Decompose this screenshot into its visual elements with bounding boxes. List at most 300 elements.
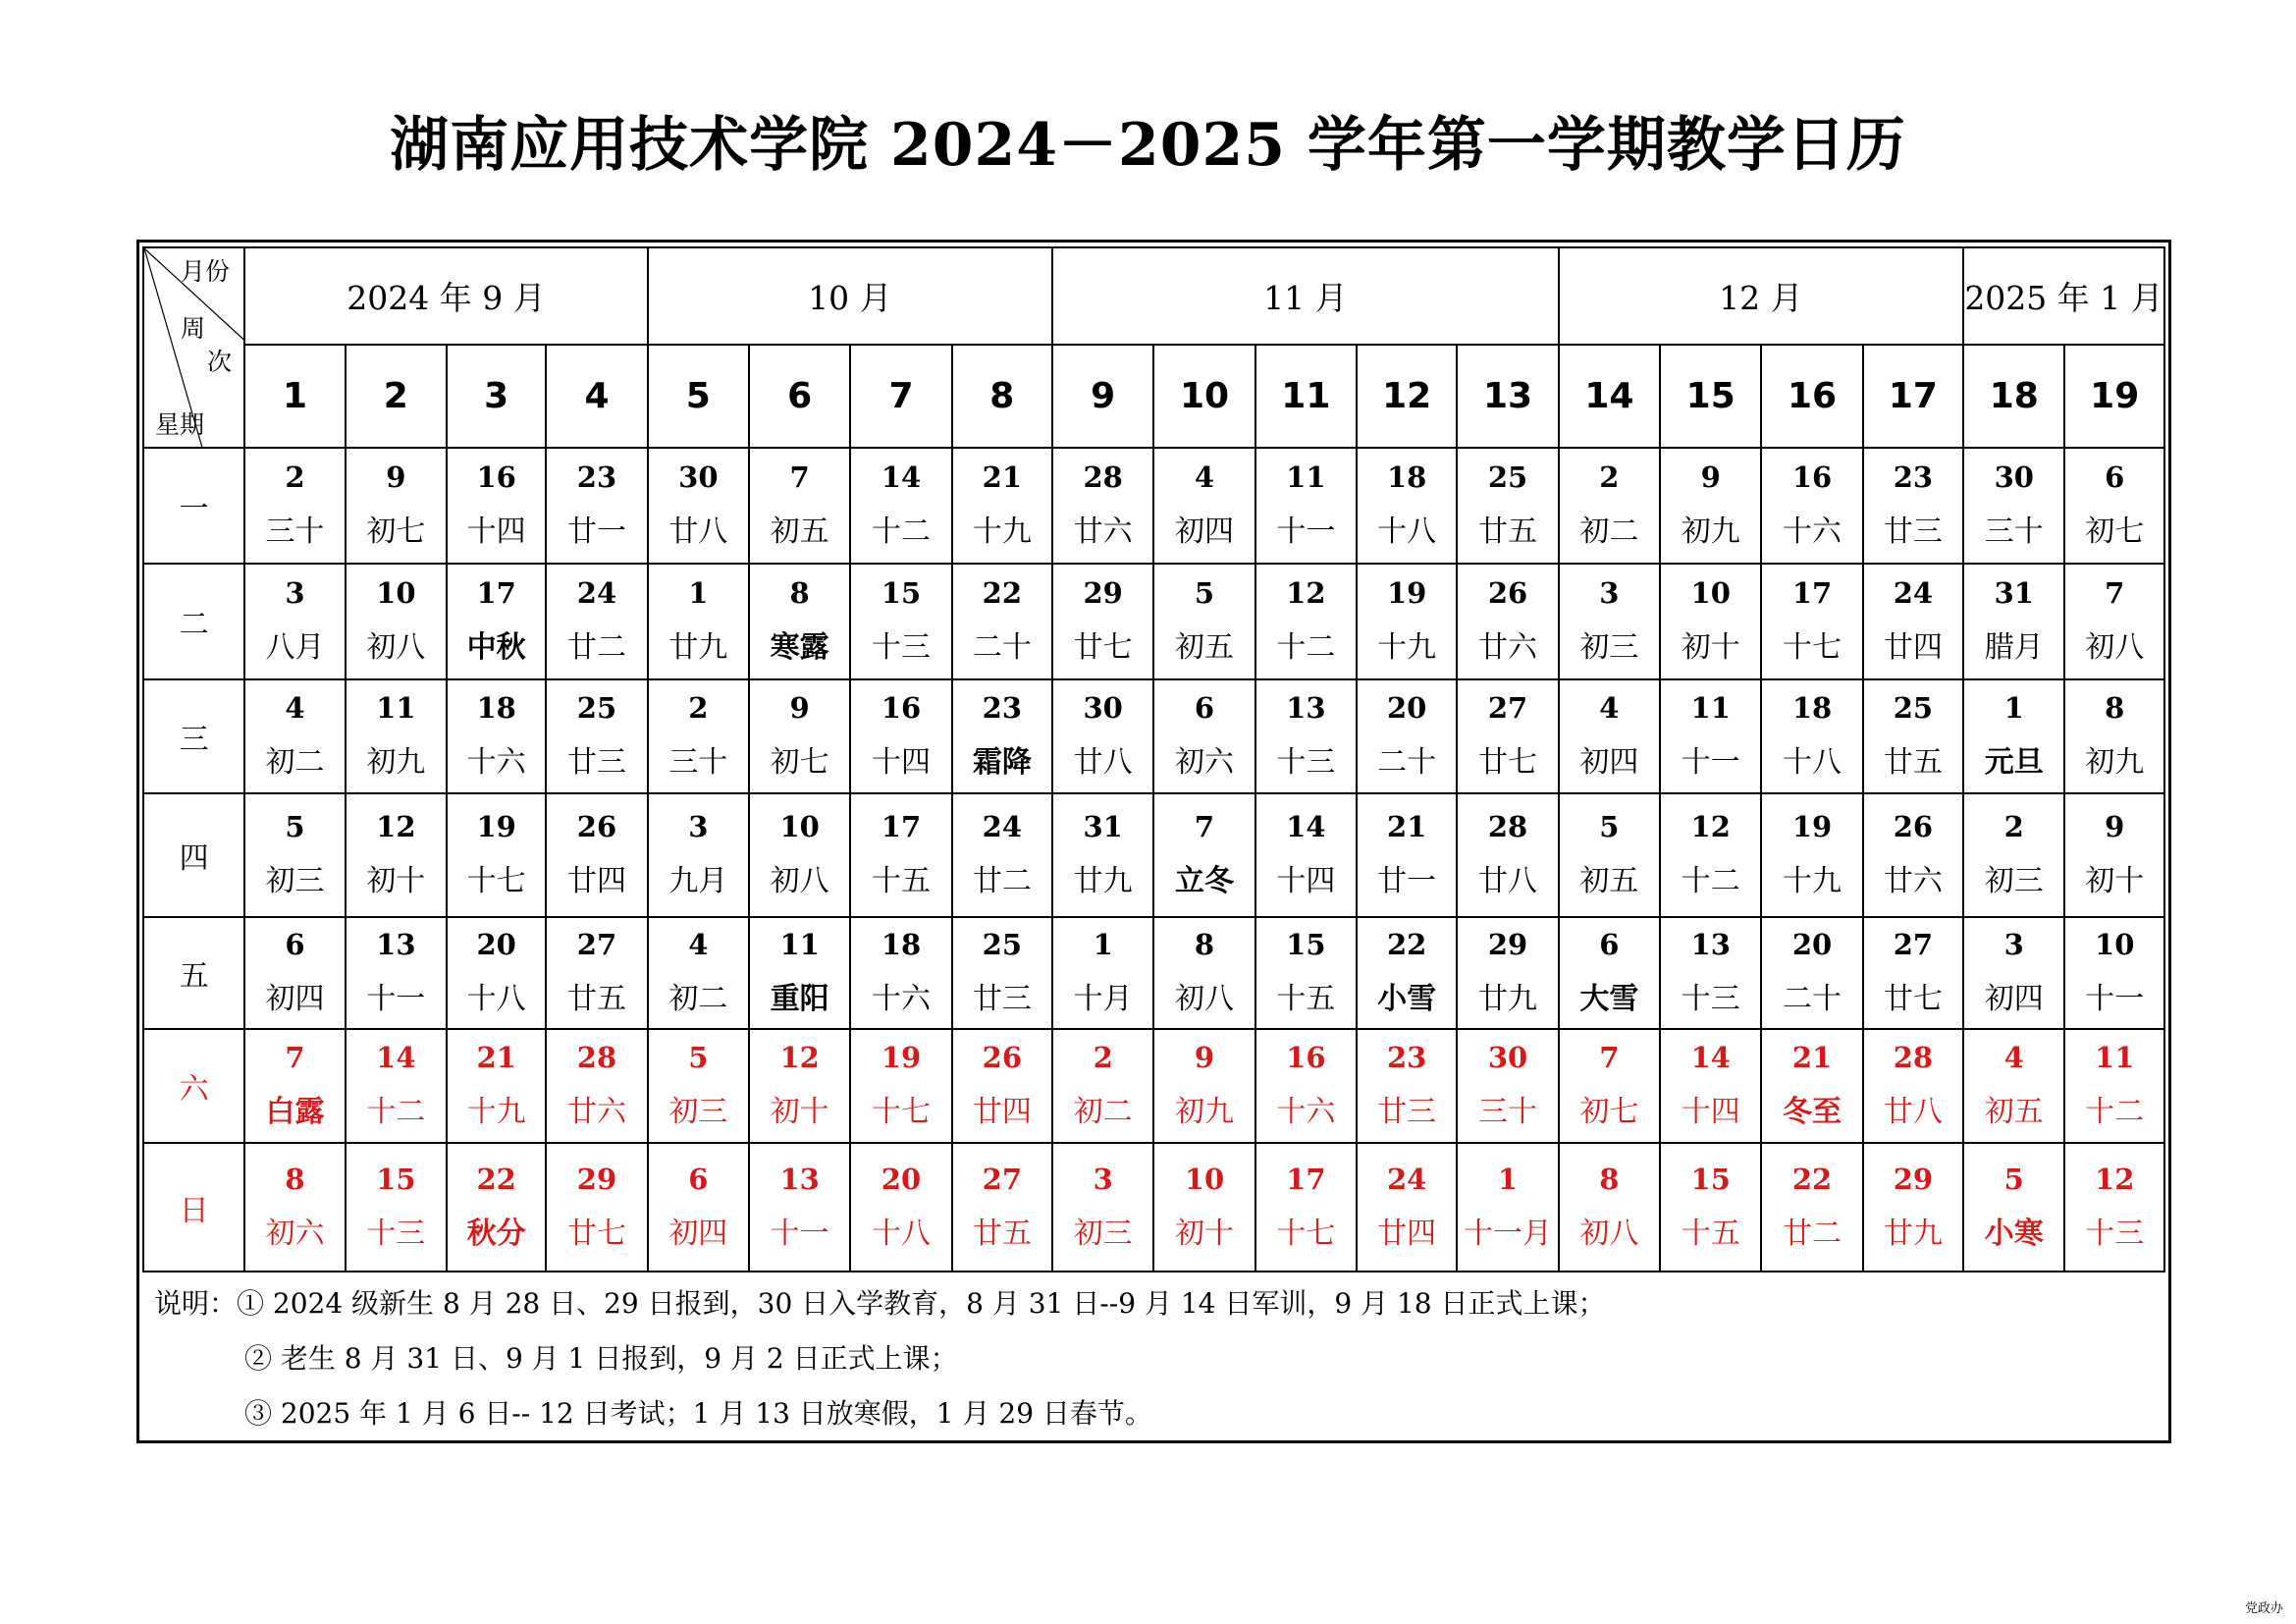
- date-number: 28: [1893, 1041, 1934, 1074]
- date-cell: [1559, 793, 1660, 917]
- date-number: 5: [2003, 1162, 2024, 1196]
- date-number: 1: [1497, 1162, 1519, 1196]
- corner-month-label: 月份: [181, 257, 231, 286]
- date-cell: [447, 564, 546, 679]
- date-cell: [1153, 679, 1255, 793]
- date-number: 11: [779, 928, 820, 961]
- lunar-date: 初三: [1579, 630, 1639, 665]
- date-cell: [346, 679, 447, 793]
- day-row: [143, 1029, 2164, 1143]
- lunar-date: 廿二: [972, 864, 1032, 898]
- week-number: 9: [1052, 345, 1153, 448]
- lunar-date: 廿三: [1883, 514, 1943, 549]
- date-number: 8: [2105, 691, 2125, 725]
- lunar-date: 初三: [1984, 864, 2044, 898]
- date-cell: [1052, 1143, 1153, 1272]
- lunar-date: 廿三: [972, 982, 1032, 1016]
- date-cell: [546, 1143, 647, 1272]
- lunar-date: 十三: [2085, 1216, 2145, 1251]
- date-number: 4: [1194, 460, 1215, 494]
- date-cell: [244, 448, 345, 564]
- date-cell: [546, 679, 647, 793]
- day-name: 四: [143, 793, 244, 917]
- date-number: 11: [1690, 691, 1731, 725]
- date-cell: [1457, 1143, 1558, 1272]
- date-cell: [648, 564, 749, 679]
- lunar-date: 廿四: [972, 1095, 1032, 1129]
- week-number-row: [143, 345, 2164, 448]
- date-number: 22: [476, 1162, 516, 1196]
- date-cell: [648, 793, 749, 917]
- lunar-date: 廿四: [1883, 630, 1943, 665]
- lunar-date: 初二: [1579, 514, 1639, 549]
- date-cell: [952, 1143, 1052, 1272]
- date-cell: [244, 1143, 345, 1272]
- lunar-date: 八月: [265, 630, 325, 665]
- date-cell: [1963, 917, 2064, 1029]
- date-cell: [1761, 917, 1862, 1029]
- week-number: 7: [850, 345, 951, 448]
- lunar-date: 初二: [265, 745, 325, 780]
- date-number: 12: [2095, 1162, 2135, 1196]
- lunar-date: 十三: [1276, 745, 1336, 780]
- date-number: 17: [1286, 1162, 1326, 1196]
- date-number: 24: [982, 810, 1022, 843]
- date-number: 27: [982, 1162, 1022, 1196]
- date-cell: [1457, 679, 1558, 793]
- lunar-date: 十五: [1681, 1216, 1740, 1251]
- date-number: 24: [1386, 1162, 1427, 1196]
- week-number: 14: [1559, 345, 1660, 448]
- date-number: 10: [779, 810, 820, 843]
- date-number: 10: [1690, 576, 1731, 610]
- date-cell: [1761, 793, 1862, 917]
- lunar-date: 初二: [1073, 1095, 1133, 1129]
- date-cell: [1357, 448, 1457, 564]
- date-cell: [2064, 1029, 2164, 1143]
- lunar-date: 十四: [1681, 1095, 1740, 1129]
- lunar-date: 初五: [1175, 630, 1234, 665]
- date-cell: [1761, 448, 1862, 564]
- date-cell: [2064, 917, 2164, 1029]
- date-cell: [850, 448, 951, 564]
- lunar-date: 十六: [466, 745, 526, 780]
- date-number: 29: [1893, 1162, 1934, 1196]
- date-cell: [952, 564, 1052, 679]
- date-cell: [1357, 564, 1457, 679]
- date-cell: [749, 564, 850, 679]
- date-number: 16: [1286, 1041, 1326, 1074]
- date-cell: [2064, 564, 2164, 679]
- date-cell: [447, 917, 546, 1029]
- date-number: 26: [1893, 810, 1934, 843]
- day-name: 六: [143, 1029, 244, 1143]
- date-cell: [346, 793, 447, 917]
- lunar-date: 廿六: [1073, 514, 1133, 549]
- lunar-date: 初八: [1579, 1216, 1639, 1251]
- week-number: 8: [952, 345, 1052, 448]
- date-cell: [447, 1029, 546, 1143]
- lunar-date: 十二: [366, 1095, 426, 1129]
- date-cell: [648, 917, 749, 1029]
- date-cell: [1863, 917, 1963, 1029]
- lunar-date: 初三: [1073, 1216, 1133, 1251]
- date-number: 26: [982, 1041, 1022, 1074]
- date-cell: [850, 564, 951, 679]
- date-cell: [1255, 448, 1357, 564]
- date-number: 26: [1487, 576, 1528, 610]
- date-cell: [1559, 917, 1660, 1029]
- date-cell: [1761, 564, 1862, 679]
- lunar-date: 初二: [668, 982, 728, 1016]
- date-number: 31: [1994, 576, 2034, 610]
- lunar-date: 十五: [871, 864, 931, 898]
- lunar-date: 冬至: [1783, 1095, 1842, 1129]
- week-number: 5: [648, 345, 749, 448]
- lunar-date: 九月: [668, 864, 728, 898]
- lunar-date: 寒露: [770, 630, 829, 665]
- lunar-date: 十九: [1377, 630, 1437, 665]
- lunar-date: 初三: [265, 864, 325, 898]
- date-cell: [1761, 1029, 1862, 1143]
- date-cell: [1357, 1143, 1457, 1272]
- date-cell: [1963, 564, 2064, 679]
- date-number: 17: [476, 576, 516, 610]
- week-number: 3: [447, 345, 546, 448]
- date-cell: [1761, 1143, 1862, 1272]
- lunar-date: 初四: [265, 982, 325, 1016]
- lunar-date: 大雪: [1579, 982, 1639, 1016]
- lunar-date: 十四: [466, 514, 526, 549]
- lunar-date: 十月: [1073, 982, 1133, 1016]
- date-cell: [1153, 793, 1255, 917]
- lunar-date: 廿四: [566, 864, 626, 898]
- lunar-date: 霜降: [972, 745, 1032, 780]
- day-row: [143, 564, 2164, 679]
- lunar-date: 初九: [366, 745, 426, 780]
- date-cell: [1559, 679, 1660, 793]
- date-cell: [1660, 793, 1761, 917]
- lunar-date: 廿八: [668, 514, 728, 549]
- date-number: 20: [1791, 928, 1833, 961]
- date-cell: [1863, 679, 1963, 793]
- date-number: 23: [576, 460, 617, 494]
- lunar-date: 十七: [1783, 630, 1842, 665]
- lunar-date: 十七: [1276, 1216, 1336, 1251]
- lunar-date: 廿八: [1073, 745, 1133, 780]
- lunar-date: 廿九: [668, 630, 728, 665]
- date-number: 13: [779, 1162, 820, 1196]
- date-number: 28: [576, 1041, 617, 1074]
- date-number: 22: [982, 576, 1022, 610]
- date-cell: [1052, 564, 1153, 679]
- date-cell: [1963, 1029, 2064, 1143]
- date-number: 10: [2095, 928, 2135, 961]
- date-number: 30: [1083, 691, 1123, 725]
- lunar-date: 十一: [2085, 982, 2145, 1016]
- lunar-date: 初六: [1175, 745, 1234, 780]
- lunar-date: 廿二: [566, 630, 626, 665]
- week-number: 6: [749, 345, 850, 448]
- lunar-date: 廿九: [1883, 1216, 1943, 1251]
- lunar-date: 元旦: [1984, 745, 2044, 780]
- date-cell: [1761, 679, 1862, 793]
- lunar-date: 廿七: [1883, 982, 1943, 1016]
- date-cell: [1559, 564, 1660, 679]
- lunar-date: 十四: [871, 745, 931, 780]
- date-number: 6: [1599, 928, 1620, 961]
- week-number: 16: [1761, 345, 1862, 448]
- note-line-3: ③ 2025 年 1 月 6 日-- 12 日考试；1 月 13 日放寒假，1 月 29 日春节。: [244, 1397, 1152, 1430]
- date-cell: [546, 448, 647, 564]
- date-number: 9: [1194, 1041, 1215, 1074]
- lunar-date: 初七: [366, 514, 426, 549]
- lunar-date: 秋分: [466, 1216, 526, 1251]
- lunar-date: 十一: [366, 982, 426, 1016]
- date-number: 9: [2105, 810, 2125, 843]
- date-number: 11: [2095, 1041, 2135, 1074]
- date-number: 11: [376, 691, 416, 725]
- day-row: [143, 448, 2164, 564]
- date-number: 7: [789, 460, 810, 494]
- lunar-date: 十二: [2085, 1095, 2145, 1129]
- lunar-date: 初九: [1175, 1095, 1234, 1129]
- lunar-date: 初十: [1681, 630, 1740, 665]
- date-number: 22: [1386, 928, 1427, 961]
- date-number: 15: [881, 576, 922, 610]
- date-number: 19: [1386, 576, 1427, 610]
- date-cell: [244, 564, 345, 679]
- date-cell: [2064, 448, 2164, 564]
- date-number: 3: [1599, 576, 1620, 610]
- date-cell: [447, 1143, 546, 1272]
- date-cell: [1863, 448, 1963, 564]
- date-number: 2: [2003, 810, 2024, 843]
- lunar-date: 十八: [466, 982, 526, 1016]
- lunar-date: 廿五: [972, 1216, 1032, 1251]
- lunar-date: 十六: [1783, 514, 1842, 549]
- lunar-date: 初四: [668, 1216, 728, 1251]
- week-number: 4: [546, 345, 647, 448]
- date-cell: [1660, 564, 1761, 679]
- lunar-date: 初五: [770, 514, 829, 549]
- date-cell: [1660, 1029, 1761, 1143]
- lunar-date: 初八: [2085, 630, 2145, 665]
- date-number: 27: [1893, 928, 1934, 961]
- note-line-1: 说明：① 2024 级新生 8 月 28 日、29 日报到，30 日入学教育，8 月 31 日--9 月 14 日军训，9 月 18 日正式上课；: [154, 1287, 1606, 1320]
- date-number: 4: [285, 691, 305, 725]
- date-cell: [1660, 917, 1761, 1029]
- date-number: 17: [1791, 576, 1833, 610]
- page-title: 湖南应用技术学院 2024－2025 学年第一学期教学日历: [390, 111, 1906, 180]
- lunar-date: 十四: [1276, 864, 1336, 898]
- day-row: [143, 1143, 2164, 1272]
- lunar-date: 十七: [466, 864, 526, 898]
- date-cell: [1255, 1029, 1357, 1143]
- date-number: 10: [376, 576, 416, 610]
- week-number: 19: [2064, 345, 2164, 448]
- date-cell: [1255, 917, 1357, 1029]
- lunar-date: 十三: [871, 630, 931, 665]
- date-number: 27: [576, 928, 617, 961]
- lunar-date: 二十: [972, 630, 1032, 665]
- date-number: 21: [1791, 1041, 1833, 1074]
- date-cell: [1255, 1143, 1357, 1272]
- date-number: 20: [1386, 691, 1427, 725]
- lunar-date: 初四: [1579, 745, 1639, 780]
- date-cell: [546, 1029, 647, 1143]
- lunar-date: 初四: [1175, 514, 1234, 549]
- date-number: 8: [285, 1162, 305, 1196]
- date-cell: [1457, 448, 1558, 564]
- date-number: 13: [376, 928, 416, 961]
- date-number: 28: [1487, 810, 1528, 843]
- date-cell: [850, 1143, 951, 1272]
- lunar-date: 初九: [2085, 745, 2145, 780]
- lunar-date: 十一: [770, 1216, 829, 1251]
- date-number: 30: [1994, 460, 2034, 494]
- lunar-date: 廿二: [1783, 1216, 1842, 1251]
- date-number: 9: [386, 460, 406, 494]
- lunar-date: 三十: [1478, 1095, 1538, 1129]
- date-cell: [749, 1029, 850, 1143]
- lunar-date: 十六: [871, 982, 931, 1016]
- date-cell: [1660, 679, 1761, 793]
- date-number: 12: [1286, 576, 1326, 610]
- lunar-date: 廿九: [1478, 982, 1538, 1016]
- date-cell: [1153, 1143, 1255, 1272]
- date-cell: [1357, 917, 1457, 1029]
- date-number: 14: [376, 1041, 416, 1074]
- week-number: 18: [1963, 345, 2064, 448]
- date-cell: [346, 1143, 447, 1272]
- date-number: 7: [1194, 810, 1215, 843]
- date-number: 3: [688, 810, 709, 843]
- day-name: 一: [143, 448, 244, 564]
- lunar-date: 初七: [1579, 1095, 1639, 1129]
- lunar-date: 廿一: [1377, 864, 1437, 898]
- lunar-date: 三十: [265, 514, 325, 549]
- lunar-date: 廿三: [566, 745, 626, 780]
- date-number: 7: [2105, 576, 2125, 610]
- date-number: 18: [881, 928, 922, 961]
- date-number: 17: [881, 810, 922, 843]
- date-number: 21: [982, 460, 1022, 494]
- date-cell: [447, 793, 546, 917]
- date-number: 18: [476, 691, 516, 725]
- month-header: 2025 年 1 月: [1963, 247, 2164, 345]
- date-cell: [1660, 1143, 1761, 1272]
- lunar-date: 廿六: [566, 1095, 626, 1129]
- date-number: 3: [285, 576, 305, 610]
- note-line-2: ② 老生 8 月 31 日、9 月 1 日报到，9 月 2 日正式上课；: [244, 1342, 958, 1375]
- date-cell: [2064, 679, 2164, 793]
- date-cell: [1457, 564, 1558, 679]
- date-number: 28: [1083, 460, 1123, 494]
- date-number: 5: [688, 1041, 709, 1074]
- lunar-date: 廿七: [1073, 630, 1133, 665]
- date-number: 13: [1286, 691, 1326, 725]
- lunar-date: 十一: [1276, 514, 1336, 549]
- date-cell: [1153, 917, 1255, 1029]
- date-number: 26: [576, 810, 617, 843]
- corner-day-label: 星期: [155, 410, 205, 439]
- date-cell: [1153, 1029, 1255, 1143]
- lunar-date: 初六: [265, 1216, 325, 1251]
- date-cell: [1357, 793, 1457, 917]
- date-number: 13: [1690, 928, 1731, 961]
- lunar-date: 廿七: [1478, 745, 1538, 780]
- lunar-date: 十七: [871, 1095, 931, 1129]
- lunar-date: 三十: [668, 745, 728, 780]
- date-number: 15: [1690, 1162, 1731, 1196]
- week-number: 11: [1255, 345, 1357, 448]
- date-cell: [244, 793, 345, 917]
- lunar-date: 十八: [1783, 745, 1842, 780]
- date-cell: [1863, 564, 1963, 679]
- month-header-row: [143, 247, 2164, 345]
- lunar-date: 十一月: [1464, 1216, 1553, 1251]
- lunar-date: 初四: [1984, 982, 2044, 1016]
- date-cell: [850, 917, 951, 1029]
- date-cell: [1255, 564, 1357, 679]
- lunar-date: 廿九: [1073, 864, 1133, 898]
- day-row: [143, 679, 2164, 793]
- date-number: 27: [1487, 691, 1528, 725]
- date-cell: [1153, 564, 1255, 679]
- lunar-date: 小雪: [1377, 982, 1437, 1016]
- date-cell: [1052, 448, 1153, 564]
- date-cell: [850, 1029, 951, 1143]
- lunar-date: 十二: [1681, 864, 1740, 898]
- date-number: 29: [1083, 576, 1123, 610]
- lunar-date: 廿八: [1883, 1095, 1943, 1129]
- date-cell: [244, 679, 345, 793]
- week-number: 17: [1863, 345, 1963, 448]
- lunar-date: 小寒: [1984, 1216, 2044, 1251]
- date-number: 21: [1386, 810, 1427, 843]
- date-cell: [648, 1143, 749, 1272]
- date-number: 16: [1791, 460, 1833, 494]
- day-name: 日: [143, 1143, 244, 1272]
- date-number: 10: [1184, 1162, 1225, 1196]
- date-cell: [1052, 917, 1153, 1029]
- day-row: [143, 917, 2164, 1029]
- lunar-date: 廿一: [566, 514, 626, 549]
- date-number: 30: [1487, 1041, 1528, 1074]
- lunar-date: 十三: [1681, 982, 1740, 1016]
- date-cell: [1963, 793, 2064, 917]
- date-number: 14: [1690, 1041, 1731, 1074]
- notes: [154, 1276, 2157, 1441]
- date-cell: [1660, 448, 1761, 564]
- date-number: 19: [881, 1041, 922, 1074]
- week-number: 1: [244, 345, 345, 448]
- date-cell: [1357, 1029, 1457, 1143]
- date-cell: [1457, 917, 1558, 1029]
- date-number: 25: [1893, 691, 1934, 725]
- lunar-date: 立冬: [1175, 864, 1234, 898]
- lunar-date: 初七: [2085, 514, 2145, 549]
- date-cell: [749, 679, 850, 793]
- date-cell: [546, 564, 647, 679]
- date-number: 15: [1286, 928, 1326, 961]
- date-cell: [1963, 1143, 2064, 1272]
- date-number: 20: [881, 1162, 922, 1196]
- lunar-date: 二十: [1783, 982, 1842, 1016]
- date-number: 24: [576, 576, 617, 610]
- date-cell: [850, 679, 951, 793]
